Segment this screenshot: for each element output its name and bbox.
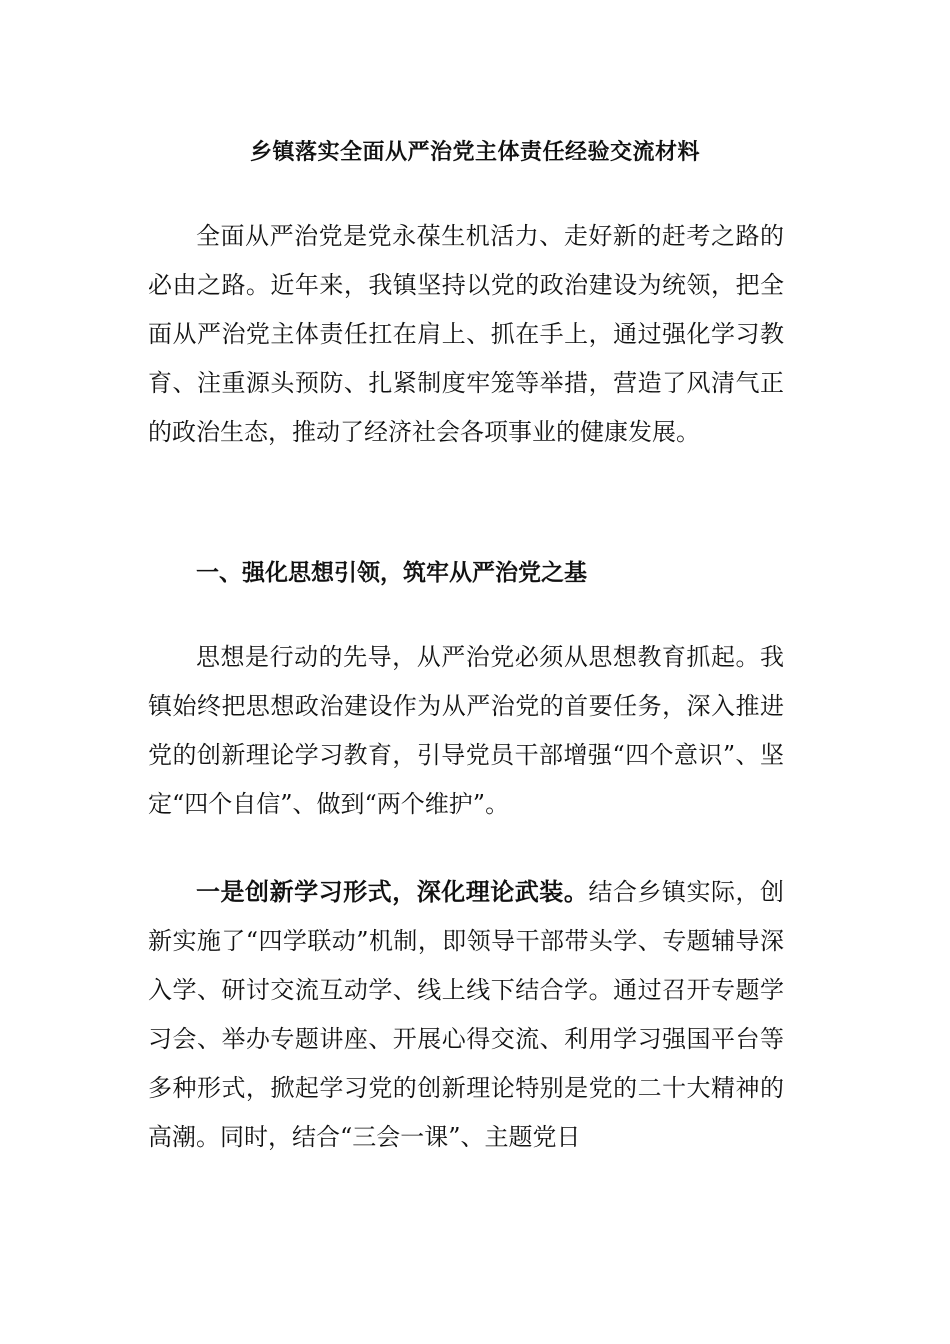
- point-text: 结合乡镇实际，创新实施了“四学联动”机制，即领导干部带头学、专题辅导深入学、研讨交流互动学、线上线下结合学。通过召开专题学习会、举办专题讲座、开展心得交流、利用学习强国平台等多种形式，掀起学习党的创新理论特别是党的二十大精神的高潮。同时，结合“三会一课”、主题党日: [148, 878, 785, 1151]
- point-paragraph: [148, 868, 784, 1162]
- intro-paragraph: 全面从严治党是党永葆生机活力、走好新的赶考之路的必由之路。近年来，我镇坚持以党的政治建设为统领，把全面从严治党主体责任扛在肩上、抓在手上，通过强化学习教育、注重源头预防、扎紧制度牢笼等举措，营造了风清气正的政治生态，推动了经济社会各项事业的健康发展。: [148, 222, 784, 446]
- section-heading: 一、强化思想引领，筑牢从严治党之基: [196, 560, 587, 586]
- section-paragraph: 思想是行动的先导，从严治党必须从思想教育抓起。我镇始终把思想政治建设作为从严治党的首要任务，深入推进党的创新理论学习教育，引导党员干部增强“四个意识”、坚定“四个自信”、做到“两个维护”。: [148, 643, 784, 818]
- document-title: 乡镇落实全面从严治党主体责任经验交流材料: [249, 140, 700, 165]
- point-lead: 一是创新学习形式，深化理论武装。: [196, 878, 589, 906]
